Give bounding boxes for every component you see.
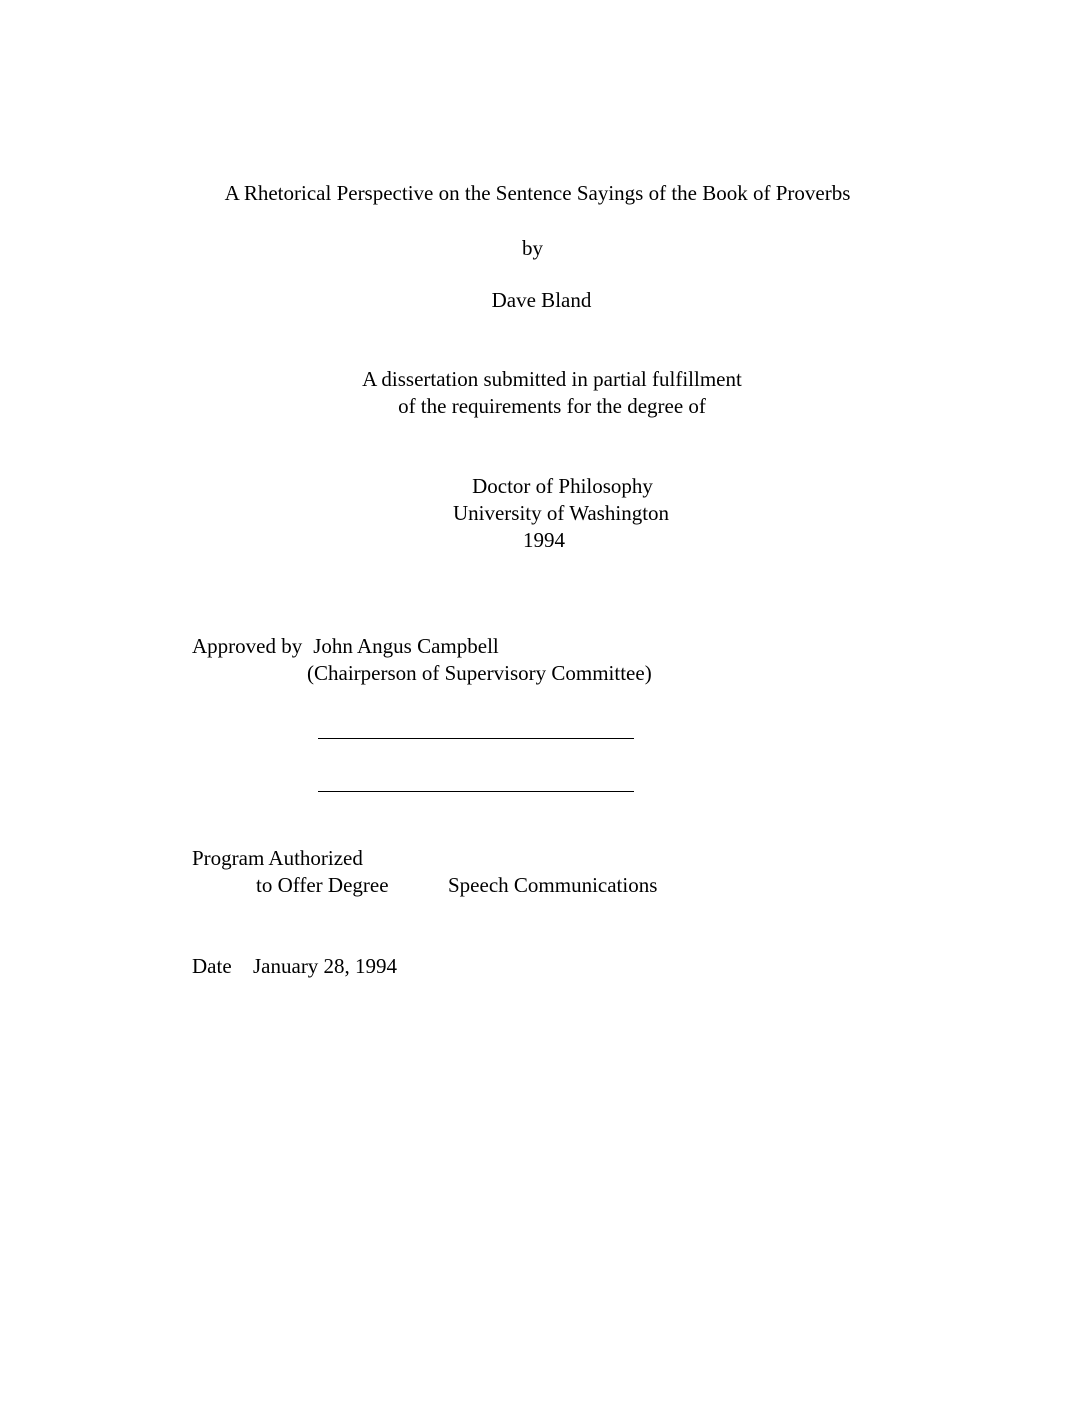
approver-name: John Angus Campbell [313, 634, 499, 658]
degree-name: Doctor of Philosophy [472, 474, 653, 498]
degree-year: 1994 [523, 528, 565, 552]
approver-role: (Chairperson of Supervisory Committee) [307, 661, 652, 685]
signature-line-1 [318, 738, 634, 739]
submission-line-2: of the requirements for the degree of [398, 394, 706, 418]
approval-row [192, 636, 499, 657]
program-label-line-1: Program Authorized [192, 846, 363, 870]
submission-line-1: A dissertation submitted in partial fulfillment [362, 367, 742, 391]
degree-university: University of Washington [452, 501, 670, 525]
date-label: Date [192, 954, 232, 978]
by-line: by [522, 236, 543, 260]
approval-label: Approved by [192, 634, 303, 658]
program-value: Speech Communications [448, 873, 658, 897]
dissertation-title: A Rhetorical Perspective on the Sentence Sayings of the Book of Proverbs [224, 181, 851, 205]
signature-line-2 [318, 791, 634, 792]
program-label-line-2: to Offer Degree [256, 873, 389, 897]
date-value: January 28, 1994 [253, 954, 398, 978]
author-name: Dave Bland [491, 288, 592, 312]
